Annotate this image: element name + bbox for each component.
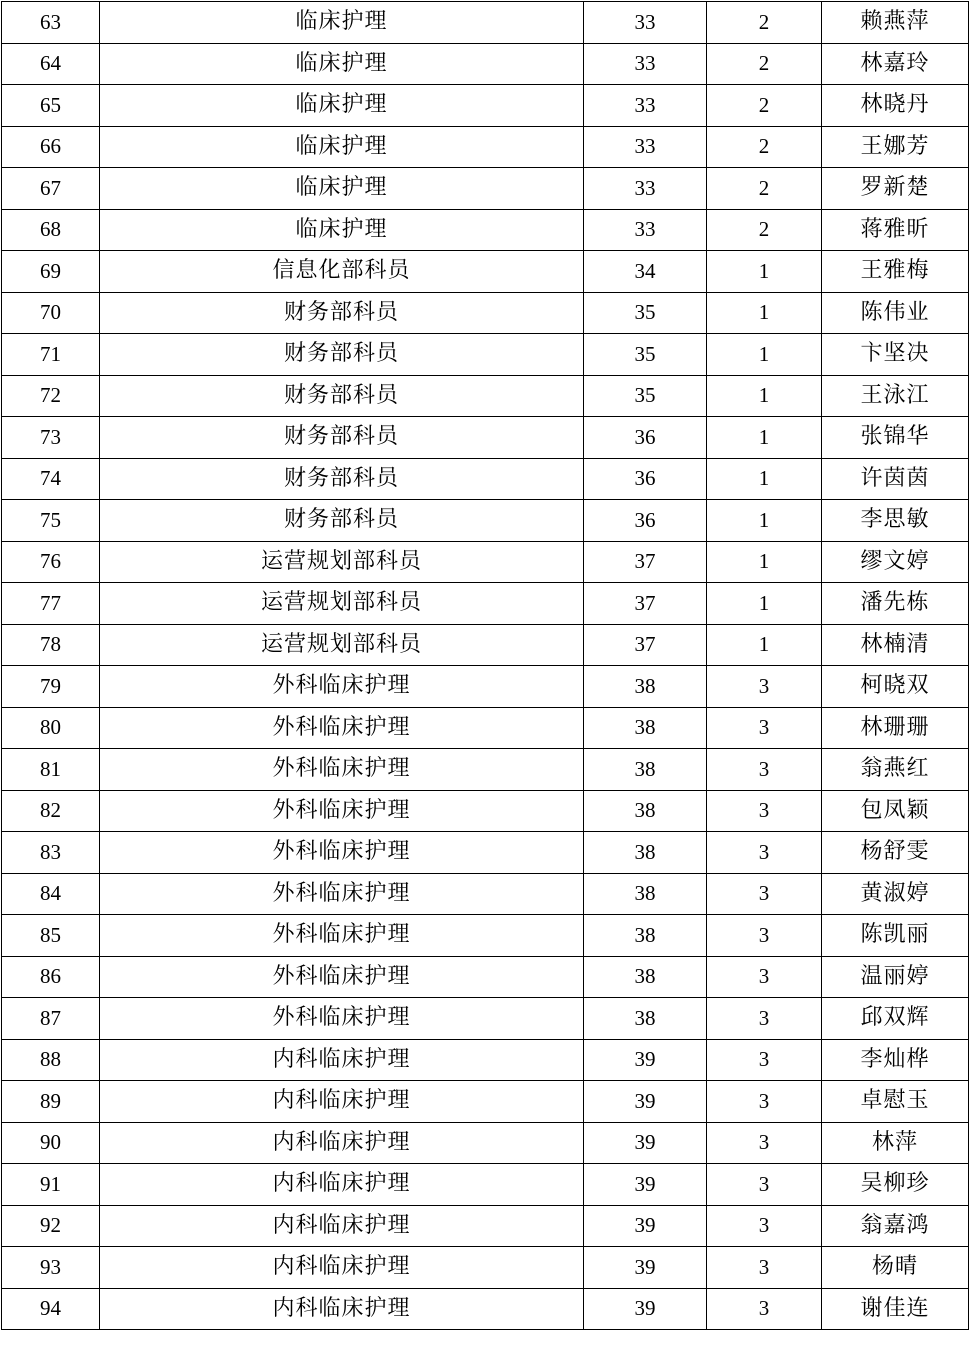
candidate-name-cell: 陈凯丽: [822, 915, 969, 957]
post-name-cell: 临床护理: [100, 43, 584, 85]
row-number-cell: 89: [2, 1081, 100, 1123]
candidate-name-cell: 黄淑婷: [822, 873, 969, 915]
row-number-cell: 90: [2, 1122, 100, 1164]
post-name-cell: 内科临床护理: [100, 1122, 584, 1164]
table-row: [2, 749, 969, 791]
hire-count-cell: 2: [707, 43, 822, 85]
table-row: [2, 458, 969, 500]
candidate-name-cell: 林晓丹: [822, 85, 969, 127]
post-code-cell: 38: [584, 832, 707, 874]
hire-count-cell: 1: [707, 375, 822, 417]
post-code-cell: 38: [584, 956, 707, 998]
hire-count-cell: 3: [707, 1288, 822, 1330]
post-name-cell: 临床护理: [100, 126, 584, 168]
hire-count-cell: 3: [707, 998, 822, 1040]
post-code-cell: 34: [584, 251, 707, 293]
table-row: [2, 1205, 969, 1247]
table-row: [2, 375, 969, 417]
hire-count-cell: 3: [707, 873, 822, 915]
row-number-cell: 82: [2, 790, 100, 832]
candidate-name-cell: 罗新楚: [822, 168, 969, 210]
candidate-name-cell: 陈伟业: [822, 292, 969, 334]
post-name-cell: 内科临床护理: [100, 1247, 584, 1289]
post-code-cell: 38: [584, 998, 707, 1040]
post-code-cell: 39: [584, 1164, 707, 1206]
post-code-cell: 36: [584, 458, 707, 500]
candidate-name-cell: 许茵茵: [822, 458, 969, 500]
hire-count-cell: 1: [707, 500, 822, 542]
hire-count-cell: 3: [707, 1164, 822, 1206]
hire-count-cell: 3: [707, 1122, 822, 1164]
row-number-cell: 70: [2, 292, 100, 334]
post-code-cell: 38: [584, 873, 707, 915]
hire-count-cell: 3: [707, 1081, 822, 1123]
table-row: [2, 168, 969, 210]
post-code-cell: 38: [584, 707, 707, 749]
post-code-cell: 35: [584, 292, 707, 334]
post-name-cell: 运营规划部科员: [100, 624, 584, 666]
table-row: [2, 790, 969, 832]
post-name-cell: 临床护理: [100, 168, 584, 210]
row-number-cell: 80: [2, 707, 100, 749]
post-code-cell: 39: [584, 1205, 707, 1247]
hire-count-cell: 1: [707, 458, 822, 500]
post-name-cell: 临床护理: [100, 85, 584, 127]
hire-count-cell: 3: [707, 956, 822, 998]
post-code-cell: 33: [584, 85, 707, 127]
post-name-cell: 财务部科员: [100, 375, 584, 417]
candidate-name-cell: 包凤颖: [822, 790, 969, 832]
candidate-name-cell: 柯晓双: [822, 666, 969, 708]
post-code-cell: 39: [584, 1081, 707, 1123]
hire-count-cell: 1: [707, 583, 822, 625]
candidate-name-cell: 温丽婷: [822, 956, 969, 998]
table-row: [2, 707, 969, 749]
row-number-cell: 76: [2, 541, 100, 583]
table-row: [2, 915, 969, 957]
post-code-cell: 38: [584, 915, 707, 957]
row-number-cell: 83: [2, 832, 100, 874]
table-row: [2, 666, 969, 708]
candidate-name-cell: 翁嘉鸿: [822, 1205, 969, 1247]
row-number-cell: 63: [2, 2, 100, 44]
post-name-cell: 临床护理: [100, 209, 584, 251]
hire-count-cell: 1: [707, 251, 822, 293]
candidate-name-cell: 邱双辉: [822, 998, 969, 1040]
post-name-cell: 外科临床护理: [100, 790, 584, 832]
post-name-cell: 运营规划部科员: [100, 583, 584, 625]
post-code-cell: 39: [584, 1039, 707, 1081]
post-name-cell: 外科临床护理: [100, 832, 584, 874]
candidate-name-cell: 林楠清: [822, 624, 969, 666]
post-name-cell: 外科临床护理: [100, 956, 584, 998]
post-name-cell: 财务部科员: [100, 292, 584, 334]
table-row: [2, 2, 969, 44]
hire-count-cell: 3: [707, 915, 822, 957]
candidate-name-cell: 蒋雅昕: [822, 209, 969, 251]
post-name-cell: 财务部科员: [100, 417, 584, 459]
hire-count-cell: 1: [707, 292, 822, 334]
post-name-cell: 外科临床护理: [100, 749, 584, 791]
post-code-cell: 39: [584, 1247, 707, 1289]
candidate-name-cell: 张锦华: [822, 417, 969, 459]
post-name-cell: 内科临床护理: [100, 1081, 584, 1123]
table-row: [2, 126, 969, 168]
table-row: [2, 956, 969, 998]
candidate-name-cell: 杨晴: [822, 1247, 969, 1289]
hire-count-cell: 2: [707, 126, 822, 168]
post-name-cell: 财务部科员: [100, 500, 584, 542]
hire-count-cell: 3: [707, 1205, 822, 1247]
post-code-cell: 33: [584, 2, 707, 44]
post-code-cell: 33: [584, 126, 707, 168]
table-row: [2, 85, 969, 127]
hire-count-cell: 2: [707, 168, 822, 210]
hire-count-cell: 1: [707, 417, 822, 459]
post-name-cell: 外科临床护理: [100, 915, 584, 957]
table-row: [2, 500, 969, 542]
row-number-cell: 88: [2, 1039, 100, 1081]
post-name-cell: 财务部科员: [100, 458, 584, 500]
hire-count-cell: 3: [707, 832, 822, 874]
table-row: [2, 1081, 969, 1123]
row-number-cell: 87: [2, 998, 100, 1040]
post-code-cell: 37: [584, 583, 707, 625]
candidate-name-cell: 缪文婷: [822, 541, 969, 583]
candidate-name-cell: 翁燕红: [822, 749, 969, 791]
post-name-cell: 内科临床护理: [100, 1288, 584, 1330]
row-number-cell: 68: [2, 209, 100, 251]
candidate-name-cell: 王泳江: [822, 375, 969, 417]
row-number-cell: 64: [2, 43, 100, 85]
hire-count-cell: 1: [707, 624, 822, 666]
candidate-name-cell: 林珊珊: [822, 707, 969, 749]
post-name-cell: 运营规划部科员: [100, 541, 584, 583]
row-number-cell: 86: [2, 956, 100, 998]
row-number-cell: 85: [2, 915, 100, 957]
post-code-cell: 39: [584, 1122, 707, 1164]
row-number-cell: 77: [2, 583, 100, 625]
candidate-name-cell: 卓慰玉: [822, 1081, 969, 1123]
row-number-cell: 72: [2, 375, 100, 417]
post-name-cell: 内科临床护理: [100, 1039, 584, 1081]
row-number-cell: 67: [2, 168, 100, 210]
post-code-cell: 38: [584, 666, 707, 708]
row-number-cell: 93: [2, 1247, 100, 1289]
candidate-name-cell: 王娜芳: [822, 126, 969, 168]
table-row: [2, 1122, 969, 1164]
table-row: [2, 624, 969, 666]
roster-table: [1, 1, 969, 1330]
row-number-cell: 75: [2, 500, 100, 542]
row-number-cell: 71: [2, 334, 100, 376]
table-row: [2, 417, 969, 459]
row-number-cell: 69: [2, 251, 100, 293]
post-name-cell: 外科临床护理: [100, 998, 584, 1040]
candidate-name-cell: 林萍: [822, 1122, 969, 1164]
table-row: [2, 1288, 969, 1330]
table-row: [2, 334, 969, 376]
hire-count-cell: 3: [707, 1039, 822, 1081]
hire-count-cell: 3: [707, 666, 822, 708]
hire-count-cell: 1: [707, 541, 822, 583]
hire-count-cell: 2: [707, 2, 822, 44]
candidate-name-cell: 潘先栋: [822, 583, 969, 625]
hire-count-cell: 2: [707, 209, 822, 251]
post-code-cell: 36: [584, 417, 707, 459]
hire-count-cell: 3: [707, 707, 822, 749]
post-name-cell: 外科临床护理: [100, 873, 584, 915]
candidate-name-cell: 杨舒雯: [822, 832, 969, 874]
row-number-cell: 65: [2, 85, 100, 127]
hire-count-cell: 3: [707, 1247, 822, 1289]
row-number-cell: 74: [2, 458, 100, 500]
post-code-cell: 36: [584, 500, 707, 542]
row-number-cell: 79: [2, 666, 100, 708]
post-code-cell: 39: [584, 1288, 707, 1330]
post-name-cell: 信息化部科员: [100, 251, 584, 293]
post-code-cell: 38: [584, 790, 707, 832]
table-row: [2, 251, 969, 293]
roster-body: [2, 2, 969, 1330]
row-number-cell: 84: [2, 873, 100, 915]
post-code-cell: 38: [584, 749, 707, 791]
row-number-cell: 81: [2, 749, 100, 791]
candidate-name-cell: 吴柳珍: [822, 1164, 969, 1206]
candidate-name-cell: 赖燕萍: [822, 2, 969, 44]
table-row: [2, 998, 969, 1040]
table-row: [2, 209, 969, 251]
post-name-cell: 临床护理: [100, 2, 584, 44]
post-code-cell: 33: [584, 43, 707, 85]
table-row: [2, 292, 969, 334]
row-number-cell: 66: [2, 126, 100, 168]
row-number-cell: 92: [2, 1205, 100, 1247]
hire-count-cell: 2: [707, 85, 822, 127]
post-code-cell: 37: [584, 624, 707, 666]
table-row: [2, 1247, 969, 1289]
hire-count-cell: 1: [707, 334, 822, 376]
hire-count-cell: 3: [707, 790, 822, 832]
candidate-name-cell: 李思敏: [822, 500, 969, 542]
post-name-cell: 内科临床护理: [100, 1164, 584, 1206]
candidate-name-cell: 谢佳连: [822, 1288, 969, 1330]
table-row: [2, 43, 969, 85]
candidate-name-cell: 李灿桦: [822, 1039, 969, 1081]
row-number-cell: 94: [2, 1288, 100, 1330]
table-row: [2, 1164, 969, 1206]
table-row: [2, 832, 969, 874]
table-row: [2, 541, 969, 583]
post-name-cell: 财务部科员: [100, 334, 584, 376]
candidate-name-cell: 林嘉玲: [822, 43, 969, 85]
candidate-name-cell: 王雅梅: [822, 251, 969, 293]
post-name-cell: 外科临床护理: [100, 666, 584, 708]
table-row: [2, 583, 969, 625]
post-code-cell: 37: [584, 541, 707, 583]
row-number-cell: 73: [2, 417, 100, 459]
candidate-name-cell: 卞坚决: [822, 334, 969, 376]
post-name-cell: 外科临床护理: [100, 707, 584, 749]
row-number-cell: 78: [2, 624, 100, 666]
post-name-cell: 内科临床护理: [100, 1205, 584, 1247]
post-code-cell: 35: [584, 375, 707, 417]
hire-count-cell: 3: [707, 749, 822, 791]
table-row: [2, 1039, 969, 1081]
post-code-cell: 33: [584, 209, 707, 251]
row-number-cell: 91: [2, 1164, 100, 1206]
post-code-cell: 33: [584, 168, 707, 210]
post-code-cell: 35: [584, 334, 707, 376]
table-row: [2, 873, 969, 915]
